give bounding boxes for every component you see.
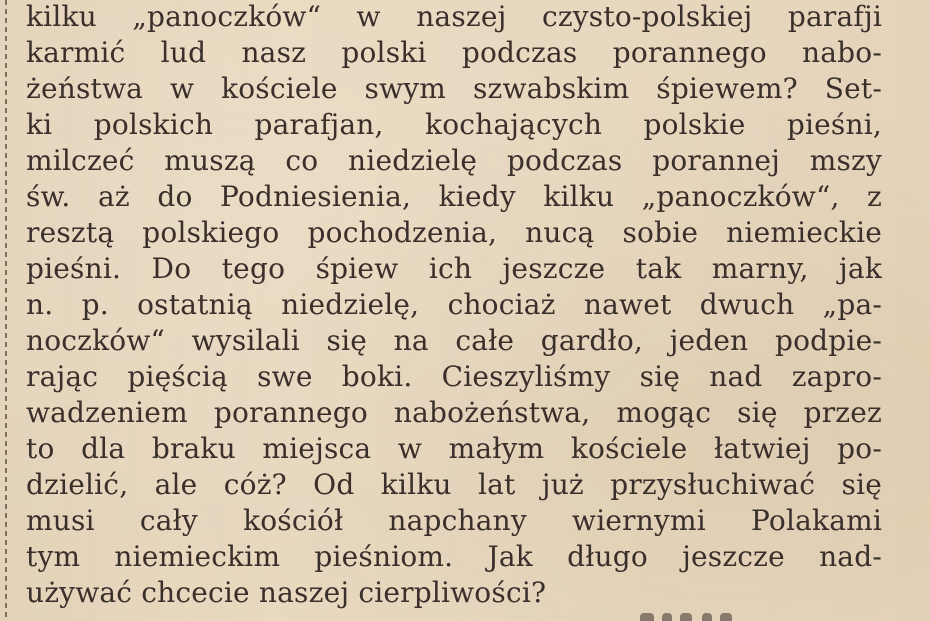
- text-line-15: musi cały kościół napchany wiernymi Polakami: [26, 504, 882, 537]
- text-line-17: używać chcecie naszej cierpliwości?: [26, 576, 547, 609]
- text-line-3: żeństwa w kościele swym szwabskim śpiewem? Set-: [26, 72, 882, 105]
- cropped-next-line: [640, 607, 760, 621]
- text-line-11: rając pięścią swe boki. Cieszyliśmy się nad zapro-: [26, 360, 882, 393]
- text-line-13: to dla braku miejsca w małym kościele łatwiej po-: [26, 432, 882, 465]
- text-line-10: noczków“ wysilali się na całe gardło, jeden podpie-: [26, 324, 882, 357]
- text-line-9: n. p. ostatnią niedzielę, chociaż nawet dwuch „pa-: [26, 288, 882, 321]
- text-line-4: ki polskich parafjan, kochających polskie pieśni,: [26, 108, 882, 141]
- text-line-16: tym niemieckim pieśniom. Jak długo jeszcze nad-: [26, 540, 882, 573]
- text-line-7: resztą polskiego pochodzenia, nucą sobie niemieckie: [26, 216, 882, 249]
- text-line-2: karmić lud nasz polski podczas porannego nabo-: [26, 36, 882, 69]
- text-line-1: kilku „panoczków“ w naszej czysto-polskiej parafji: [26, 0, 882, 33]
- text-line-8: pieśni. Do tego śpiew ich jeszcze tak marny, jak: [26, 252, 882, 285]
- text-line-6: św. aż do Podniesienia, kiedy kilku „panoczków“, z: [26, 180, 882, 213]
- column-rule: [5, 0, 7, 620]
- text-line-12: wadzeniem porannego nabożeństwa, mogąc się przez: [26, 396, 882, 429]
- article-column: [26, 0, 886, 620]
- text-line-14: dzielić, ale cóż? Od kilku lat już przysłuchiwać się: [26, 468, 882, 501]
- text-line-5: milczeć muszą co niedzielę podczas porannej mszy: [26, 144, 882, 177]
